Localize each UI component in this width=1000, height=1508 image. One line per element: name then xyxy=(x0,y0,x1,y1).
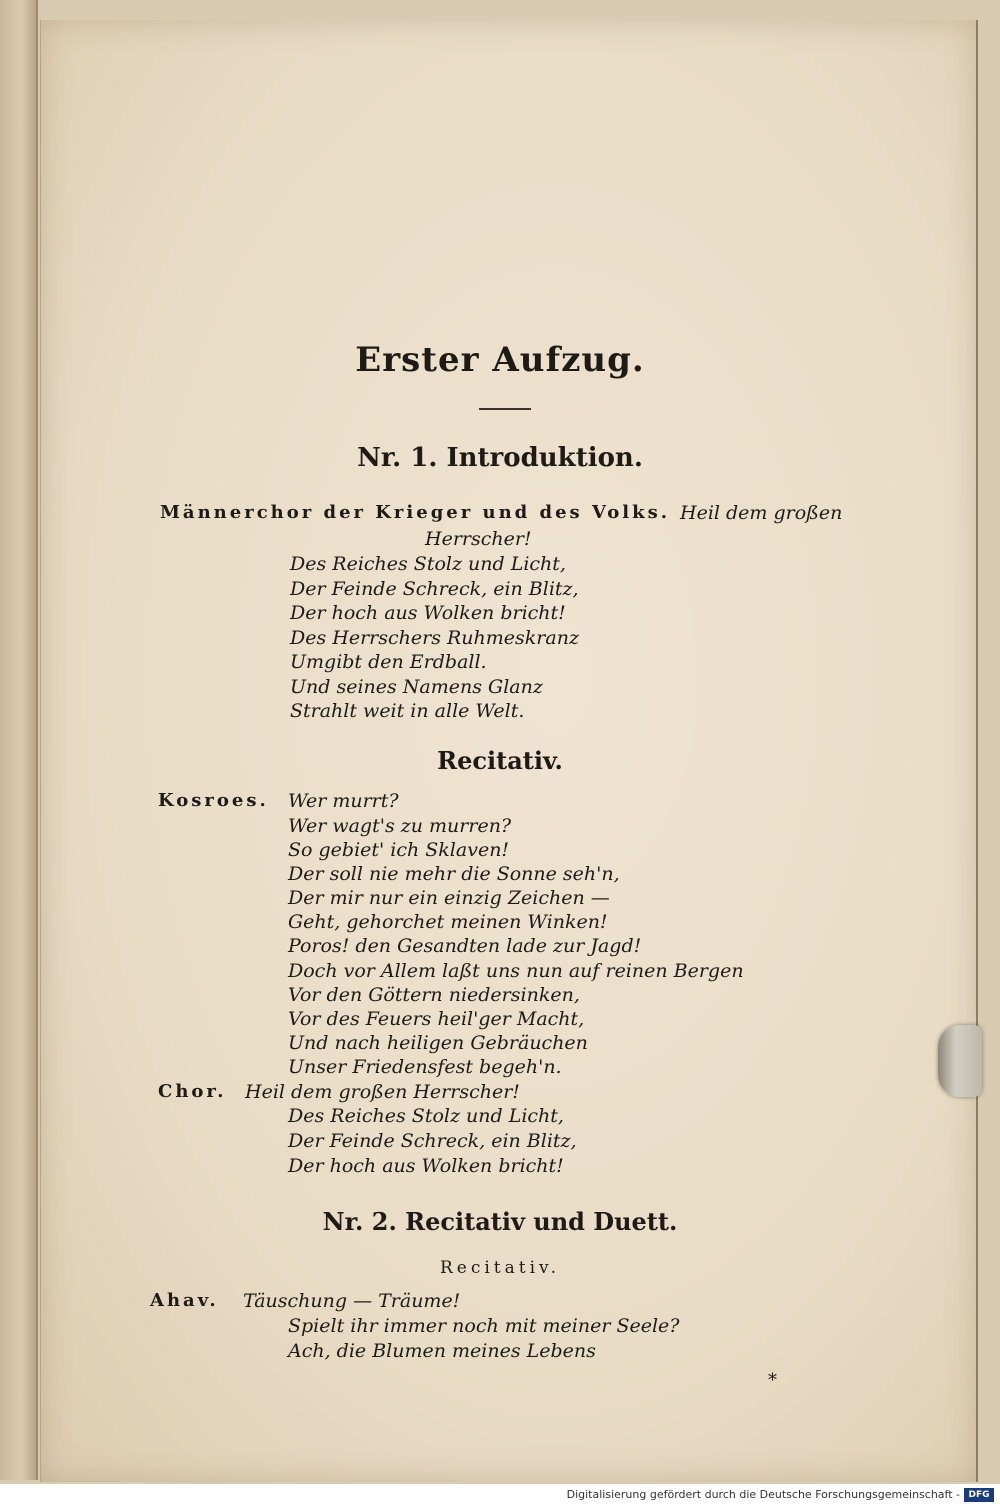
verse-line: Vor den Göttern niedersinken, xyxy=(288,984,580,1006)
act-title: Erster Aufzug. xyxy=(355,340,645,380)
verse-line: Vor des Feuers heil'ger Macht, xyxy=(288,1008,585,1030)
verse-line: Poros! den Gesandten lade zur Jagd! xyxy=(288,935,642,957)
section1-first-line: Heil dem großen xyxy=(680,502,843,524)
verse-line: Der hoch aus Wolken bricht! xyxy=(288,1155,564,1177)
verse-line: Umgibt den Erdball. xyxy=(290,651,487,673)
verse-line: Täuschung — Träume! xyxy=(243,1290,461,1312)
page-clip-tab xyxy=(938,1025,982,1097)
digitization-note: Digitalisierung gefördert durch die Deutsche Forschungsgemeinschaft - xyxy=(566,1488,960,1501)
verse-line: Heil dem großen Herrscher! xyxy=(245,1081,520,1103)
kosroes-speaker: Kosroes. xyxy=(158,790,269,811)
verse-line: Herrscher! xyxy=(425,528,532,550)
verse-line: Wer wagt's zu murren? xyxy=(288,815,512,837)
verse-line: Der soll nie mehr die Sonne seh'n, xyxy=(288,863,620,885)
verse-line: Spielt ihr immer noch mit meiner Seele? xyxy=(288,1315,680,1337)
section2-title: Nr. 2. Recitativ und Duett. xyxy=(322,1207,678,1236)
verse-line: Des Reiches Stolz und Licht, xyxy=(288,1105,564,1127)
verse-line: Der mir nur ein einzig Zeichen — xyxy=(288,887,610,909)
dfg-logo: DFG xyxy=(964,1488,994,1502)
verse-line: Und nach heiligen Gebräuchen xyxy=(288,1032,588,1054)
verse-line: Ach, die Blumen meines Lebens xyxy=(288,1340,596,1362)
verse-line: Unser Friedensfest begeh'n. xyxy=(288,1056,562,1078)
verse-line: Und seines Namens Glanz xyxy=(290,676,543,698)
ahav-speaker: Ahav. xyxy=(150,1290,219,1311)
verse-line: Wer murrt? xyxy=(288,790,399,812)
verse-line: Strahlt weit in alle Welt. xyxy=(290,700,525,722)
verse-line: Der Feinde Schreck, ein Blitz, xyxy=(290,578,579,600)
verse-line: Doch vor Allem laßt uns nun auf reinen Bergen xyxy=(288,960,744,982)
chor-speaker: Chor. xyxy=(158,1081,227,1102)
title-divider xyxy=(479,408,531,410)
recitativ-title: Recitativ. xyxy=(437,746,563,775)
section2-subtitle: Recitativ. xyxy=(439,1258,561,1278)
section1-title: Nr. 1. Introduktion. xyxy=(357,443,643,473)
verse-line: Des Reiches Stolz und Licht, xyxy=(290,553,566,575)
section1-speaker: Männerchor der Krieger und des Volks. xyxy=(160,502,670,523)
verse-line: Geht, gehorchet meinen Winken! xyxy=(288,911,608,933)
verse-line: Der Feinde Schreck, ein Blitz, xyxy=(288,1130,577,1152)
verse-line: Der hoch aus Wolken bricht! xyxy=(290,602,566,624)
verse-line: So gebiet' ich Sklaven! xyxy=(288,839,510,861)
signature-mark: * xyxy=(768,1370,777,1391)
verse-line: Des Herrschers Ruhmeskranz xyxy=(290,627,579,649)
